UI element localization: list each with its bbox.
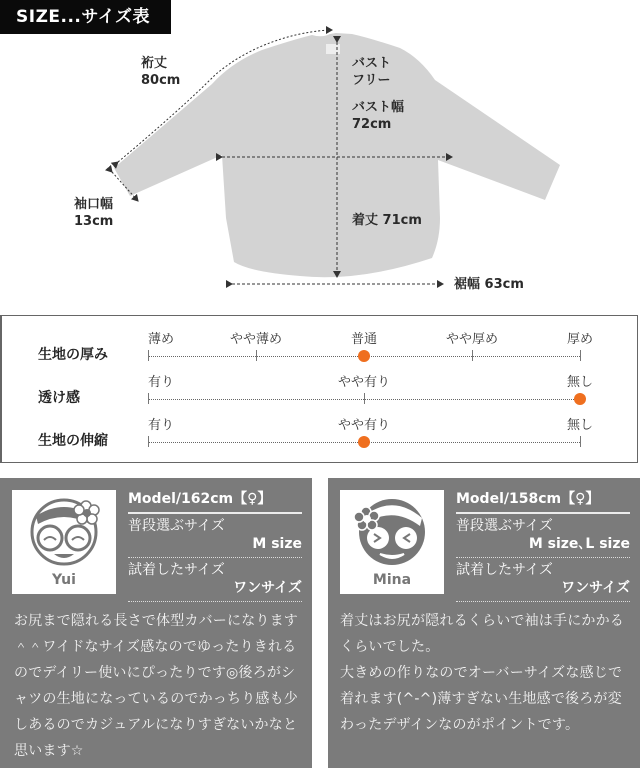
scale-tick [580, 350, 581, 361]
scale-tick [256, 350, 257, 361]
scale-tick [364, 393, 365, 404]
model-comment [14, 608, 306, 764]
selected-marker [358, 436, 370, 448]
usual-size-label: 普段選ぶサイズ [128, 518, 225, 534]
comment-text: 大きめの作りなのでオーバーサイズな感じで着れます(^-^)薄すぎない生地感で後ろが変わったデザインなのがポイントです。 [340, 665, 623, 733]
model-height: Model/162cm【♀】 [128, 488, 302, 514]
bust-free-value: フリー [352, 73, 391, 88]
scale-tick [580, 436, 581, 447]
scale-label: 普通 [350, 332, 378, 347]
comment-text: お尻まで隠れる長さで体型カバーになります＾＾ワイドなサイズ感なのでゆったりきれるのでデイリー使いにぴったりです◎後ろがシャツの生地になっているのでかっちり感も少しあるのでカジュアルになりすぎないかなと思います☆ [14, 613, 298, 759]
stretch-scale [148, 414, 594, 458]
scale-tick [472, 350, 473, 361]
fabric-thickness-label: 生地の厚み [38, 347, 108, 363]
size-chart-title: SIZE...サイズ表 [0, 0, 171, 34]
usual-size-value: M size､L size [456, 535, 630, 558]
sleeve-length-name: 裄丈 [141, 56, 168, 71]
winking-face-icon [340, 490, 444, 570]
model-panel-mina [328, 478, 640, 768]
transparency-label: 透け感 [38, 390, 80, 406]
stretch-label: 生地の伸縮 [38, 433, 108, 449]
fabric-thickness-row [2, 328, 637, 372]
usual-size-label: 普段選ぶサイズ [456, 518, 553, 534]
scale-label: 厚め [566, 332, 594, 347]
flower-icon [354, 507, 379, 530]
model-comment [340, 608, 632, 738]
size-diagram [0, 0, 640, 305]
tried-size-value: ワンサイズ [456, 579, 630, 602]
scale-label: 有り [148, 418, 175, 433]
selected-marker [358, 350, 370, 362]
hem-width-label: 裾幅 63cm [454, 277, 524, 292]
smiling-face-icon [12, 490, 116, 570]
scale-label: やや有り [337, 418, 391, 433]
scale-label: 有り [148, 375, 175, 390]
bust-free-name: バスト [352, 56, 392, 71]
sleeve-length-label [141, 55, 180, 89]
transparency-scale [148, 371, 594, 415]
length-label: 着丈 71cm [352, 213, 422, 228]
bust-width-name: バスト幅 [352, 100, 405, 115]
tried-size-value: ワンサイズ [128, 579, 302, 602]
scale-tick [148, 436, 149, 447]
scale-label: 無し [566, 375, 594, 390]
model-name: Mina [372, 572, 412, 588]
model-info [128, 488, 302, 602]
stretch-row [2, 414, 637, 458]
model-info [456, 488, 630, 602]
thickness-scale [148, 328, 594, 372]
model-name: Yui [52, 572, 76, 588]
cuff-width-name: 袖口幅 [74, 197, 114, 212]
cuff-width-label [74, 196, 113, 230]
model-panel-yui [0, 478, 312, 768]
cuff-width-value: 13cm [74, 214, 114, 229]
selected-marker [574, 393, 586, 405]
scale-label: 薄め [148, 332, 175, 347]
scale-label: やや薄め [229, 332, 283, 347]
bust-width-label [352, 99, 404, 133]
avatar-yui [12, 490, 116, 594]
comment-text: 着丈はお尻が隠れるくらいで袖は手にかかるくらいでした。 [340, 613, 624, 655]
scale-label: やや厚め [445, 332, 499, 347]
flower-icon [74, 501, 99, 524]
scale-label: 無し [566, 418, 594, 433]
transparency-row [2, 371, 637, 415]
fabric-attributes-box [0, 315, 638, 463]
usual-size-value: M size [128, 535, 302, 558]
tried-size-label: 試着したサイズ [456, 562, 553, 578]
tried-size-label: 試着したサイズ [128, 562, 225, 578]
bust-width-value: 72cm [352, 117, 392, 132]
scale-tick [148, 350, 149, 361]
sleeve-length-value: 80cm [141, 73, 181, 88]
scale-tick [148, 393, 149, 404]
model-height: Model/158cm【♀】 [456, 488, 630, 514]
avatar-mina [340, 490, 444, 594]
scale-label: やや有り [337, 375, 391, 390]
bust-free-label [352, 55, 391, 89]
